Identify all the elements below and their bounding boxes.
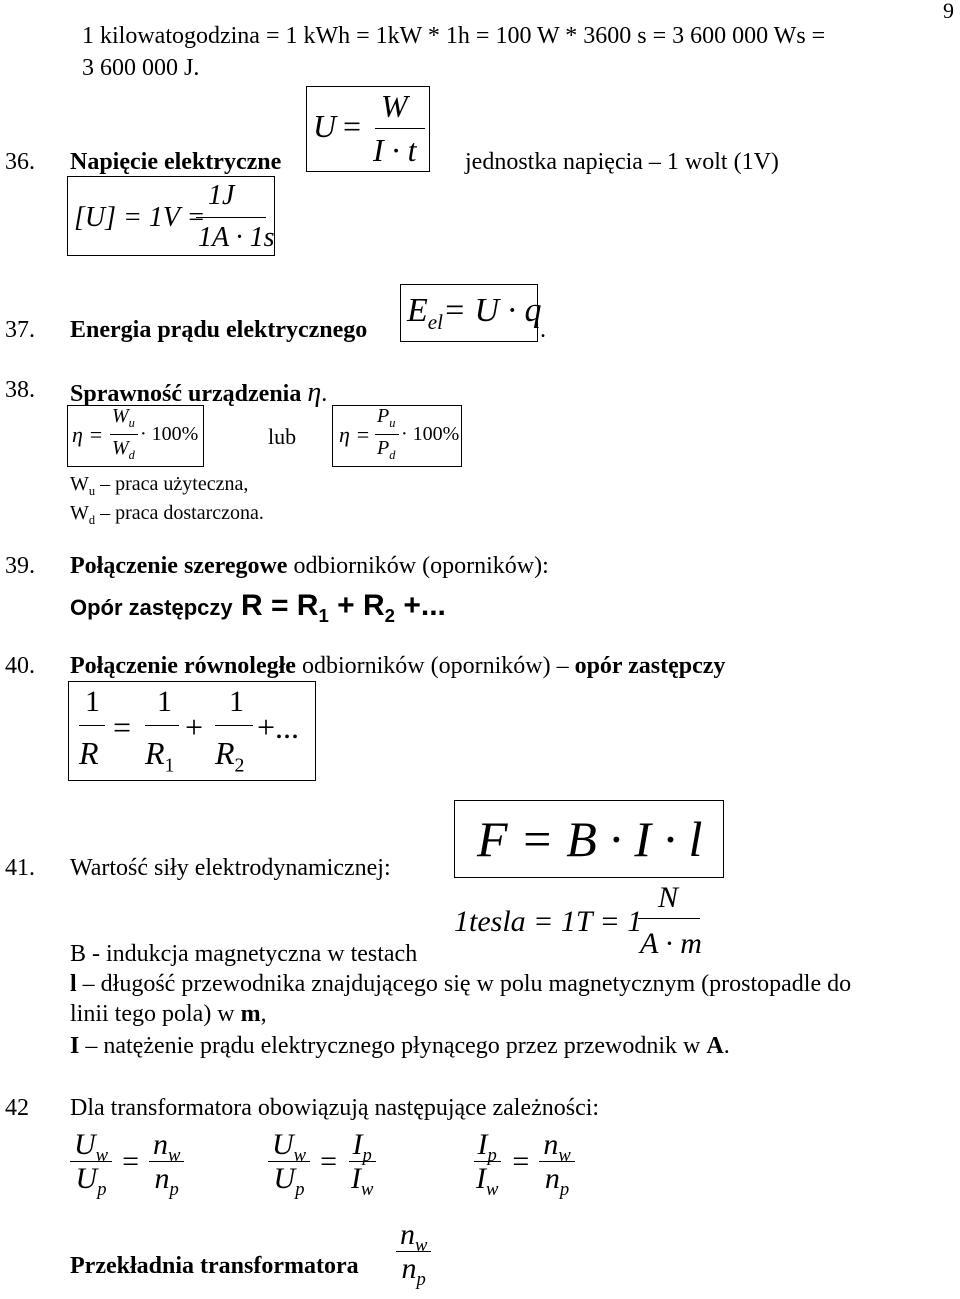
transformer-eq-3: $\frac{I_p}{I_w}$ = $\frac{n_w}{n_p}$	[472, 1128, 575, 1195]
efficiency-work-box	[67, 405, 204, 467]
efficiency-power-box	[332, 405, 462, 467]
tesla-unit-num: N	[658, 881, 679, 914]
efficiency-work-lhs: η =	[72, 422, 104, 447]
parallel-r2: $R_2$	[215, 735, 245, 777]
voltage-formula-numerator: W	[381, 88, 408, 124]
transformer-eq-1: $\frac{U_w}{U_p}$ = $\frac{n_w}{n_p}$	[70, 1128, 184, 1195]
section-37-title: Energia prądu elektrycznego	[70, 317, 368, 343]
parallel-r1-one: 1	[157, 685, 172, 718]
section-41-number: 41.	[5, 855, 35, 881]
section-37-dot: .	[540, 317, 546, 343]
voltage-formula-bar	[375, 128, 425, 129]
def-l-line2: linii tego pola) w m,	[70, 1001, 267, 1027]
section-36-title: Napięcie elektryczne	[70, 149, 282, 175]
section-38-title: Sprawność urządzenia η.	[70, 377, 328, 408]
def-useful-work: $W_u$ – praca użyteczna,	[70, 473, 249, 498]
volt-unit-box	[67, 176, 275, 256]
section-38-number: 38.	[5, 377, 35, 403]
energy-formula-box	[400, 284, 542, 342]
efficiency-power-rhs: · 100%	[401, 423, 460, 445]
voltage-formula-denominator: I · t	[373, 132, 417, 168]
def-I: I – natężenie prądu elektrycznego płynącego przez przewodnik w A.	[70, 1033, 730, 1059]
tesla-unit-den: A · m	[640, 927, 702, 960]
efficiency-power-den: $P_d$	[377, 437, 396, 462]
section-42-title: Dla transformatora obowiązują następujące zależności:	[70, 1095, 600, 1121]
parallel-r2-one: 1	[229, 685, 244, 718]
voltage-formula-box	[306, 86, 430, 172]
parallel-r1-bar	[145, 725, 179, 726]
volt-unit-numerator: 1J	[208, 180, 235, 211]
parallel-r2-bar	[215, 725, 253, 726]
section-40-title: Połączenie równoległe odbiorników (oporników) – opór zastępczy	[70, 653, 726, 679]
section-42-number: 42	[5, 1095, 29, 1121]
parallel-eq: =	[113, 709, 132, 745]
def-supplied-work: $W_d$ – praca dostarczona.	[70, 502, 264, 527]
volt-unit-lhs: [U] = 1V =	[74, 202, 206, 233]
section-40-number: 40.	[5, 653, 35, 679]
force-formula: F = B · I · l	[477, 811, 703, 867]
voltage-formula-eq: =	[343, 108, 362, 144]
efficiency-work-rhs: · 100%	[140, 423, 199, 445]
force-formula-box	[454, 800, 724, 878]
efficiency-power-bar	[375, 434, 399, 435]
parallel-formula-box	[68, 681, 316, 781]
transformer-ratio-label: Przekładnia transformatora	[70, 1253, 359, 1279]
transformer-ratio: $\frac{n_w}{n_p}$	[396, 1218, 431, 1285]
tesla-unit-lhs: 1tesla = 1T = 1	[454, 905, 643, 938]
section-41-title: Wartość siły elektrodynamicznej:	[70, 855, 391, 881]
parallel-lhs-R: R	[79, 735, 99, 771]
transformer-eq-2: $\frac{U_w}{U_p}$ = $\frac{I_p}{I_w}$	[268, 1128, 377, 1195]
or-text: lub	[268, 424, 297, 449]
volt-unit-bar	[196, 217, 266, 218]
intro-line-1: 1 kilowatogodzina = 1 kWh = 1kW * 1h = 100 W * 3600 s = 3 600 000 Ws =	[82, 23, 826, 49]
parallel-plus-dots: +...	[257, 709, 300, 745]
parallel-r1: $R_1$	[145, 735, 175, 777]
efficiency-power-num: $P_u$	[377, 405, 396, 430]
section-39-title: Połączenie szeregowe odbiorników (oporników):	[70, 553, 549, 579]
efficiency-work-num: $W_u$	[112, 405, 135, 430]
energy-formula-E: $E_{el}= U \cdot q$	[407, 292, 542, 334]
tesla-unit-bar	[638, 918, 700, 919]
section-36-unit-text: jednostka napięcia – 1 wolt (1V)	[465, 149, 779, 175]
voltage-formula-lhs: U	[313, 108, 337, 144]
efficiency-work-bar	[110, 434, 138, 435]
series-resistance-line: Opór zastępczy $R = R_1 + R_2$ +...	[70, 589, 446, 626]
section-37-number: 37.	[5, 317, 35, 343]
def-l-line1: l – długość przewodnika znajdującego się w polu magnetycznym (prostopadle do	[70, 971, 852, 997]
parallel-lhs-bar	[79, 725, 105, 726]
page-number: 9	[943, 0, 954, 23]
efficiency-work-den: $W_d$	[112, 437, 135, 462]
volt-unit-denominator: 1A · 1s	[198, 222, 275, 253]
efficiency-power-lhs: η =	[339, 422, 371, 447]
parallel-lhs-one: 1	[85, 685, 100, 718]
def-B: B - indukcja magnetyczna w testach	[70, 941, 418, 967]
intro-line-2: 3 600 000 J.	[82, 55, 200, 81]
parallel-plus: +	[185, 709, 204, 745]
section-39-number: 39.	[5, 553, 35, 579]
section-36-number: 36.	[5, 149, 35, 175]
